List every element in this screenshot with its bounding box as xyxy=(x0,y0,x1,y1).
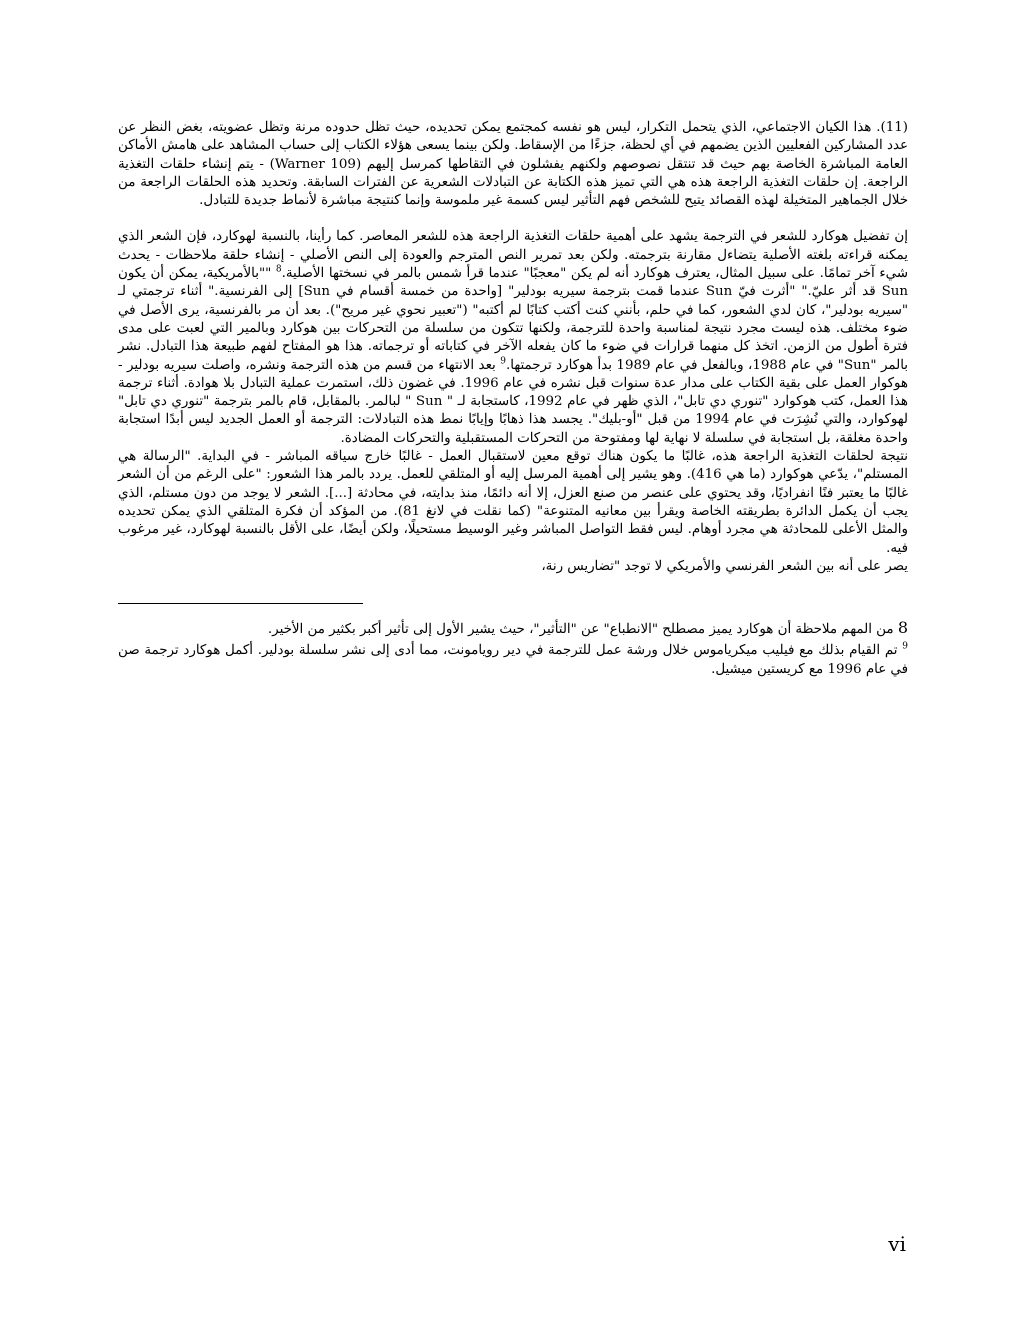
footnote-8 xyxy=(118,618,908,639)
paragraph-4: يصر على أنه بين الشعر الفرنسي والأمريكي لا توجد "تضاريس رنة، xyxy=(541,558,908,574)
footnote-mark: 9 xyxy=(902,641,908,652)
paragraph-gap xyxy=(118,210,908,228)
paragraph-2: إن تفضيل هوكارد للشعر في الترجمة يشهد على أهمية حلقات التغذية الراجعة هذه للشعر المعاصر. كما رأينا، بالنسبة لهوكارد، فإن الشعر الذي يمكنه قراءته بلغته الأصلية يتضاءل مقارنة بترجمته. ولكن بعد تمرير النص المترجم والعودة إلى النص الأصلي - إنشاء حلقة ملاحظات - يحدث شيء آخر تمامًا. على سبيل المثال، يعترف هوكارد أنه لم يكن "معجبًا" عندما قرأ شمس بالمر في نسختها الأصلية.$^8$ ""بالأمريكية، يمكن أن يكون Sun قد أثر عليّ." "أثرت فيّ Sun عندما قمت بترجمة سيريه بودلير" [واحدة من خمسة أقسام في Sun] إلى الفرنسية." أثناء ترجمتي لـ "سيريه بودلير"، كان لدي الشعور، كما في حلم، بأنني كنت أكتب كتابًا لم أكتبه" ("تعبير نحوي غير مريح"). بعد أن مر بالفرنسية، يرى الأصل في ضوء مختلف. هذه ليست مجرد نتيجة لمناسبة واحدة للترجمة، ولكنها تتكون من سلسلة من التحركات بين هوكارد وبالمير التي لعبت على مدى فترة أطول من الزمن. اتخذ كل منهما قرارات في ضوء ما كان يفعله الآخر في كتاباته أو ترجماته. هذا هو المفتاح لفهم طبيعة هذا التبادل. نشر بالمر "Sun" في عام 1988، وبالفعل في عام 1989 بدأ هوكارد ترجمتها.$^9$ بعد الانتهاء من قسم من هذه الترجمة ونشره، واصلت سيريه بودلير - هوكوار العمل على بقية الكتاب على مدار عدة سنوات قبل نشره في عام 1996. في غضون ذلك، استمرت عملية التبادل بلا هوادة. أثناء ترجمة هذا العمل، كتب هوكوارد "تنوري دي تابل"، الذي ظهر في عام 1992، كاستجابة لـ " Sun " لبالمر. بالمقابل، قام بالمر بترجمة "تنوري دي تابل" لهوكوارد، والتي نُشِرَت في عام 1994 من قبل "أو-بليك". يجسد هذا ذهابًا وإيابًا نمط هذه التبادلات: الترجمة أو العمل الجديد ليس أبدًا استجابة واحدة مغلقة، بل استجابة في سلسلة لا نهاية لها ومفتوحة من التحركات المستقبلية والتحركات المضادة. xyxy=(118,229,909,446)
footnote-9 xyxy=(118,641,908,679)
body-text xyxy=(118,119,908,576)
footnote-mark: 8 xyxy=(897,618,908,637)
footnote-ref-8[interactable]: 8 xyxy=(275,264,282,275)
footnotes xyxy=(118,618,908,681)
footnote-separator xyxy=(118,603,363,604)
page-number: vi xyxy=(888,1232,906,1256)
footnote-ref-9[interactable]: 9 xyxy=(500,356,506,367)
paragraph-3: نتيجة لحلقات التغذية الراجعة هذه، غالبًا ما يكون هناك توقع معين لاستقبال العمل - غالبًا خارج سياقه المباشر - في البداية. "الرسالة هي المستلم"، يدّعي هوكوارد (ما هي 416). وهو يشير إلى أهمية المرسل إليه أو المتلقي للعمل. يردد بالمر هذا الشعور: "على الرغم من أن الشعر غالبًا ما يعتبر فنًا انفراديًا، وقد يحتوي على عنصر من صنع العزل، إلا أنه دائمًا، منذ بدايته، في محادثة [...]. الشعر لا يوجد من دون مستلم، الذي يجب أن يكمل الدائرة بطريقته الخاصة ويقرأ بين معانيه المتنوعة" (كما نقلت في لانغ 81). من المؤكد أن فكرة المتلقي الذي يمكن تحديده والمثل الأعلى للمحادثة هي مجرد أوهام. ليس فقط التواصل المباشر وغير الوسيط مستحيلًا، ولكن أيضًا، على الأقل بالنسبة لهوكارد، غير مرغوب فيه. xyxy=(118,449,908,556)
footnote-text: من المهم ملاحظة أن هوكارد يميز مصطلح "الانطباع" عن "التأثير"، حيث يشير الأول إلى تأثير أكبر بكثير من الأخير. xyxy=(267,622,898,637)
footnote-text: تم القيام بذلك مع فيليب ميكرياموس خلال ورشة عمل للترجمة في دير رويامونت، مما أدى إلى نشر سلسلة بودلير. أكمل هوكارد ترجمة صن في عام 1996 مع كريستين ميشيل. xyxy=(118,643,908,677)
paragraph-1: (11). هذا الكيان الاجتماعي، الذي يتحمل التكرار، ليس هو نفسه كمجتمع يمكن تحديده، حيث تظل حدوده مرنة وتظل عضويته، بغض النظر عن عدد المشاركين الفعليين الذين يضمهم في أي لحظة، جزءًا من الإسقاط. ولكن بينما يسعى هؤلاء الكتاب إلى حساب المشاهد على هامش الأماكن العامة المباشرة الخاصة بهم حيث قد تنتقل نصوصهم ولكنهم يفشلون في التقاطها كمرسل إليهم (Warner 109) - يتم إنشاء حلقات التغذية الراجعة. إن حلقات التغذية الراجعة هذه هي التي تميز هذه الكتابة عن التبادلات الشعرية عن الفترات السابقة. وتحديد هذه الحلقات الراجعة من خلال الجماهير المتخيلة لهذه القصائد يتيح للشخص فهم التأثير ليس كسمة غير ملموسة وإنما كنتيجة مباشرة لأنماط جديدة للتبادل. xyxy=(118,120,908,209)
